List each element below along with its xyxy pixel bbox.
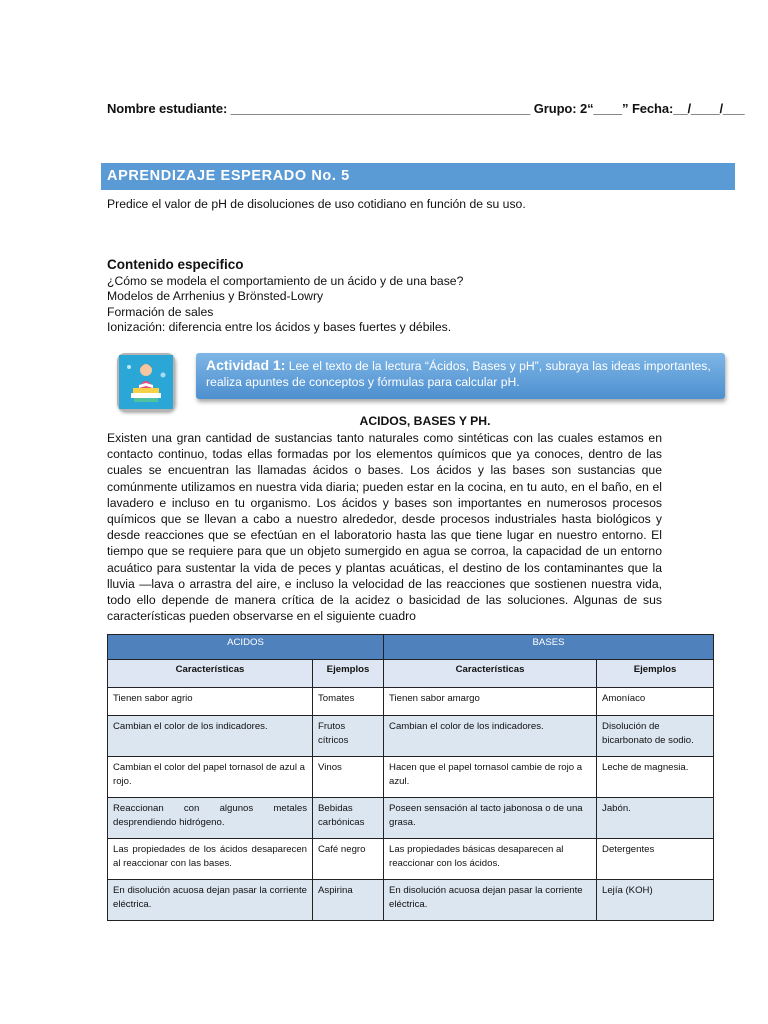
reading-title: ACIDOS, BASES Y PH.: [359, 414, 491, 428]
acids-bases-table: [107, 634, 714, 921]
table-cell: Leche de magnesia.: [597, 757, 714, 798]
table-cell: Lejía (KOH): [597, 880, 714, 921]
table-cell: Detergentes: [597, 839, 714, 880]
table-cell: Cambian el color de los indicadores.: [384, 716, 597, 757]
student-reading-illustration: [119, 355, 173, 409]
activity-text: Lee el texto de la lectura “Ácidos, Bases y pH”, subraya las ideas importantes, realiza apuntes de conceptos y fórmulas para calcular pH.: [206, 359, 711, 389]
table-row: [108, 798, 714, 839]
table-cell: Tienen sabor amargo: [384, 688, 597, 716]
reading-body: Existen una gran cantidad de sustancias tanto naturales como sintéticas con las cuales estamos en contacto continuo, todas ellas formadas por los elementos químicos que ya conoces, dentro de las cuales se encuentran las llamadas ácidos o bases. Los ácidos y las bases son sustancias que comúnmente utilizamos en nuestra vida diaria; pueden estar en la cocina, en tu auto, en el baño, en el lavadero e incluso en tu organismo. Los ácidos y bases son importantes en numerosos procesos químicos que se llevan a cabo a nuestro alrededor, desde procesos industriales hasta biológicos y desde reacciones que se efectúan en el laboratorio hasta las que tiene lugar en nuestro entorno. El tiempo que se requiere para que un objeto sumergido en agua se corroa, la capacidad de un entorno acuático para sustentar la vida de peces y plantas acuáticas, el destino de los contaminantes que la lluvia —lava o arrastra del aire, e incluso la velocidad de las reacciones que sostienen nuestra vida, todo ello depende de manera crítica de la acidez o basicidad de las soluciones. Algunas de sus características pueden observarse en el siguiente cuadro: [107, 431, 662, 624]
table-cell: Reaccionan con algunos metales desprendiendo hidrógeno.: [108, 798, 313, 839]
table-cell: En disolución acuosa dejan pasar la corriente eléctrica.: [384, 880, 597, 921]
table-cell: Bebidas carbónicas: [313, 798, 384, 839]
table-cell: Las propiedades de los ácidos desaparecen al reaccionar con las bases.: [108, 839, 313, 880]
contenido-list: [107, 274, 463, 335]
column-header: Características: [108, 660, 313, 688]
activity-box: [196, 353, 725, 399]
column-header: Ejemplos: [313, 660, 384, 688]
table-row: [108, 757, 714, 798]
table-row: [108, 880, 714, 921]
table-cell: Disolución de bicarbonato de sodio.: [597, 716, 714, 757]
table-cell: Las propiedades básicas desaparecen al reaccionar con los ácidos.: [384, 839, 597, 880]
table-cell: Frutos cítricos: [313, 716, 384, 757]
student-info-line: Nombre estudiante: __________________________________________ Grupo: 2“____” Fecha:__/____/___: [107, 101, 745, 116]
contenido-title: Contenido especifico: [107, 257, 244, 272]
table-cell: Poseen sensación al tacto jabonosa o de una grasa.: [384, 798, 597, 839]
column-header: Características: [384, 660, 597, 688]
table-cell: Cambian el color del papel tornasol de azul a rojo.: [108, 757, 313, 798]
table-cell: En disolución acuosa dejan pasar la corriente eléctrica.: [108, 880, 313, 921]
table-cell: Cambian el color de los indicadores.: [108, 716, 313, 757]
contenido-item: ¿Cómo se modela el comportamiento de un ácido y de una base?: [107, 274, 464, 288]
table-cell: Amoníaco: [597, 688, 714, 716]
contenido-item: Formación de sales: [107, 304, 214, 319]
table-cell: Tomates: [313, 688, 384, 716]
column-header: Ejemplos: [597, 660, 714, 688]
learning-goal-banner: APRENDIZAJE ESPERADO No. 5: [101, 163, 735, 190]
table-cell: Jabón.: [597, 798, 714, 839]
table-cell: Aspirina: [313, 880, 384, 921]
activity-label: Actividad 1:: [206, 357, 286, 373]
table-cell: Tienen sabor agrio: [108, 688, 313, 716]
acids-group-header: ACIDOS: [108, 635, 384, 660]
contenido-item: Ionización: diferencia entre los ácidos y bases fuertes y débiles.: [107, 319, 452, 334]
table-cell: Café negro: [313, 839, 384, 880]
table-row: [108, 716, 714, 757]
contenido-item: Modelos de Arrhenius y Brönsted-Lowry: [107, 289, 324, 304]
student-reading-icon: [117, 353, 175, 411]
table-cell: Hacen que el papel tornasol cambie de rojo a azul.: [384, 757, 597, 798]
table-cell: Vinos: [313, 757, 384, 798]
learning-goal-text: Predice el valor de pH de disoluciones de uso cotidiano en función de su uso.: [107, 197, 526, 211]
table-row: [108, 839, 714, 880]
bases-group-header: BASES: [384, 635, 714, 660]
table-row: [108, 688, 714, 716]
